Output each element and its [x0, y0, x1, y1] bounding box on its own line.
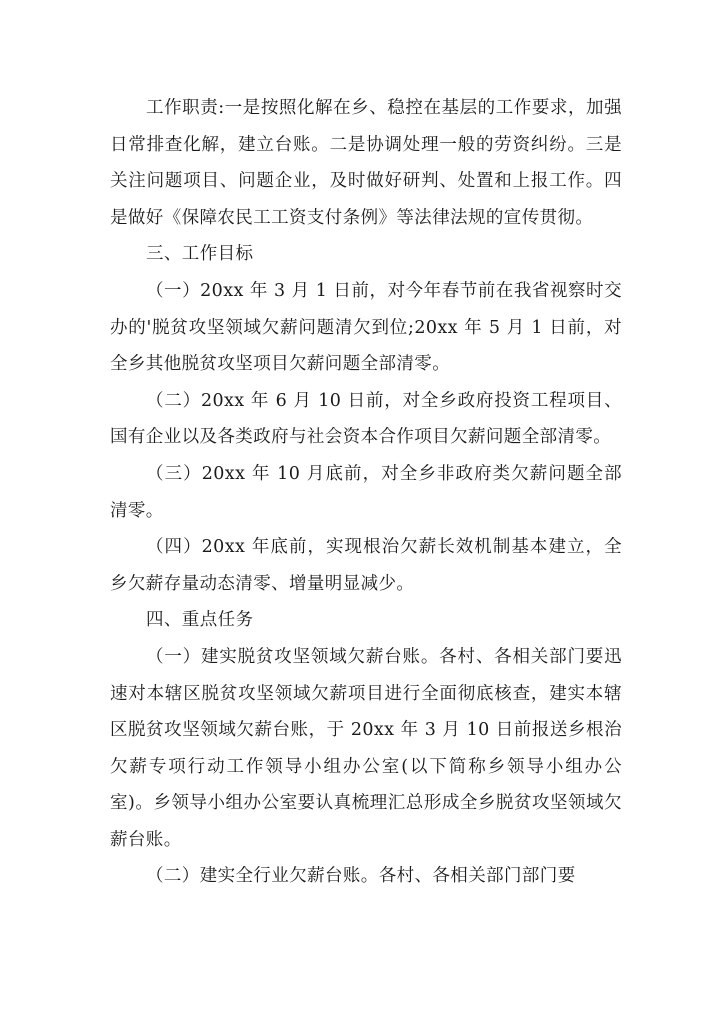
section-heading-key-tasks: 四、重点任务 [146, 610, 254, 631]
paragraph-task-2: （二）建实全行业欠薪台账。各村、各相关部门部门要 [146, 866, 576, 887]
paragraph-goal-3: （三）20xx 年 10 月底前，对全乡非政府类欠薪问题全部清零。 [110, 463, 622, 521]
paragraph-task-1: （一）建实脱贫攻坚领域欠薪台账。各村、各相关部门要迅速对本辖区脱贫攻坚领域欠薪项目进行全面彻底核查，建实本辖区脱贫攻坚领域欠薪台账，于 20xx 年 3 月 10 日前报送乡根治欠薪专项行动工作领导小组办公室(以下简称乡领导小组办公室)。乡领导小组办公室要认真梳理汇总形成全乡脱贫攻坚领域欠薪台账。 [110, 646, 622, 850]
section-heading-work-goals: 三、工作目标 [146, 244, 254, 265]
document-body [110, 90, 622, 895]
paragraph-job-duties: 工作职责:一是按照化解在乡、稳控在基层的工作要求，加强日常排查化解，建立台账。二是协调处理一般的劳资纠纷。三是关注问题项目、问题企业，及时做好研判、处置和上报工作。四是做好《保障农民工工资支付条例》等法律法规的宣传贯彻。 [110, 98, 622, 228]
paragraph-goal-1: （一）20xx 年 3 月 1 日前，对今年春节前在我省视察时交办的'脱贫攻坚领域欠薪问题清欠到位;20xx 年 5 月 1 日前，对全乡其他脱贫攻坚项目欠薪问题全部清零。 [110, 280, 622, 375]
paragraph-goal-2: （二）20xx 年 6 月 10 日前，对全乡政府投资工程项目、国有企业以及各类政府与社会资本合作项目欠薪问题全部清零。 [110, 390, 622, 448]
paragraph-goal-4: （四）20xx 年底前，实现根治欠薪长效机制基本建立，全乡欠薪存量动态清零、增量明显减少。 [110, 537, 622, 594]
